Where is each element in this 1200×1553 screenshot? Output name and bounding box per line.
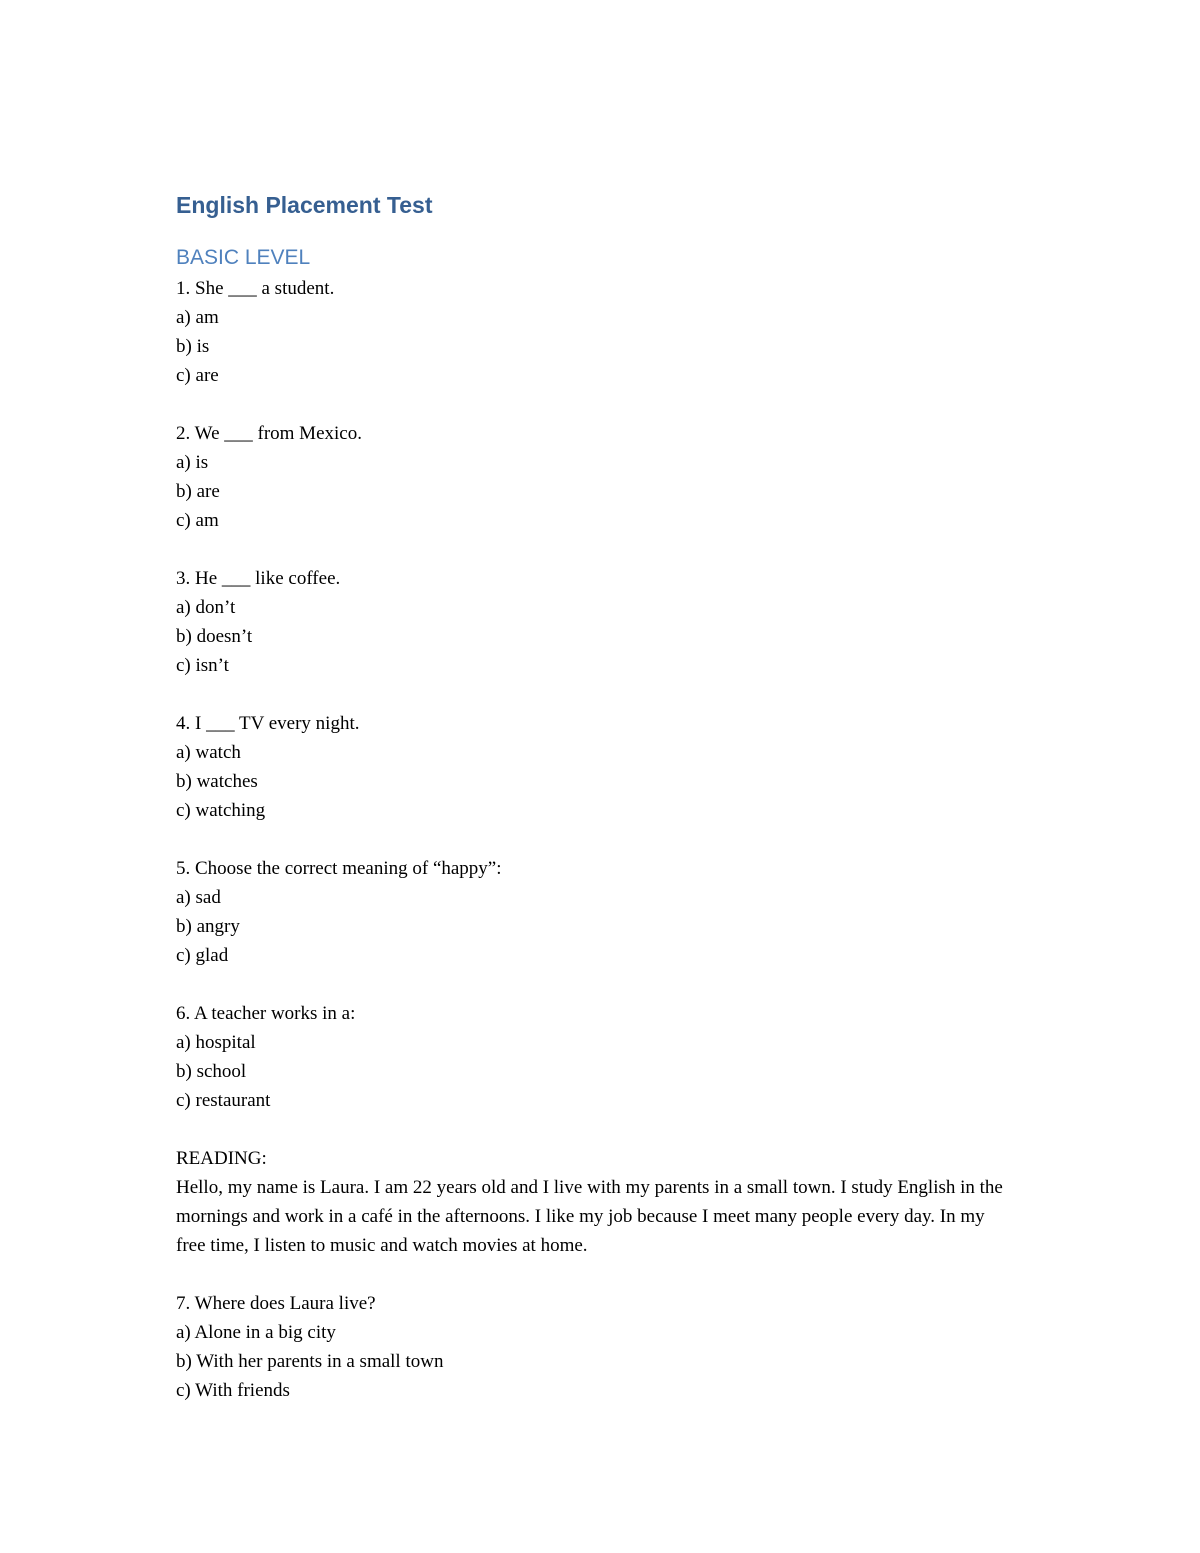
document-body xyxy=(176,188,1036,1405)
questions-part-2 xyxy=(176,1289,1036,1405)
reading-section xyxy=(176,1144,1036,1260)
question-block xyxy=(176,999,1036,1115)
question-prompt: 1. She ___ a student. xyxy=(176,278,335,299)
question-block xyxy=(176,854,1036,970)
question-block xyxy=(176,419,1036,535)
answer-option: c) isn’t xyxy=(176,655,229,676)
answer-option: b) angry xyxy=(176,916,240,937)
answer-option: c) am xyxy=(176,510,219,531)
question-prompt: 6. A teacher works in a: xyxy=(176,1003,356,1024)
answer-option: a) am xyxy=(176,307,219,328)
question-block xyxy=(176,564,1036,680)
answer-option: b) With her parents in a small town xyxy=(176,1351,444,1372)
answer-option: c) restaurant xyxy=(176,1090,271,1111)
answer-option: a) watch xyxy=(176,742,241,763)
question-prompt: 3. He ___ like coffee. xyxy=(176,568,341,589)
question-prompt: 4. I ___ TV every night. xyxy=(176,713,360,734)
answer-option: b) are xyxy=(176,481,220,502)
answer-option: c) glad xyxy=(176,945,229,966)
reading-passage: Hello, my name is Laura. I am 22 years old and I live with my parents in a small town. I study English in the mornings and work in a café in the afternoons. I like my job because I meet many people every day. In my free time, I listen to music and watch movies at home. xyxy=(176,1177,1003,1256)
section-heading-basic-level: BASIC LEVEL xyxy=(176,246,311,269)
answer-option: a) is xyxy=(176,452,209,473)
answer-option: b) school xyxy=(176,1061,247,1082)
answer-option: b) is xyxy=(176,336,210,357)
answer-option: c) With friends xyxy=(176,1380,290,1401)
answer-option: a) Alone in a big city xyxy=(176,1322,336,1343)
answer-option: b) doesn’t xyxy=(176,626,253,647)
questions-part-1 xyxy=(176,274,1036,1115)
question-prompt: 5. Choose the correct meaning of “happy”: xyxy=(176,858,502,879)
answer-option: c) watching xyxy=(176,800,266,821)
question-block xyxy=(176,274,1036,390)
reading-label: READING: xyxy=(176,1148,267,1169)
answer-option: a) hospital xyxy=(176,1032,256,1053)
question-prompt: 2. We ___ from Mexico. xyxy=(176,423,362,444)
answer-option: b) watches xyxy=(176,771,258,792)
answer-option: a) sad xyxy=(176,887,221,908)
question-block xyxy=(176,709,1036,825)
question-block xyxy=(176,1289,1036,1405)
answer-option: a) don’t xyxy=(176,597,236,618)
document-title: English Placement Test xyxy=(176,192,433,218)
question-prompt: 7. Where does Laura live? xyxy=(176,1293,376,1314)
answer-option: c) are xyxy=(176,365,219,386)
